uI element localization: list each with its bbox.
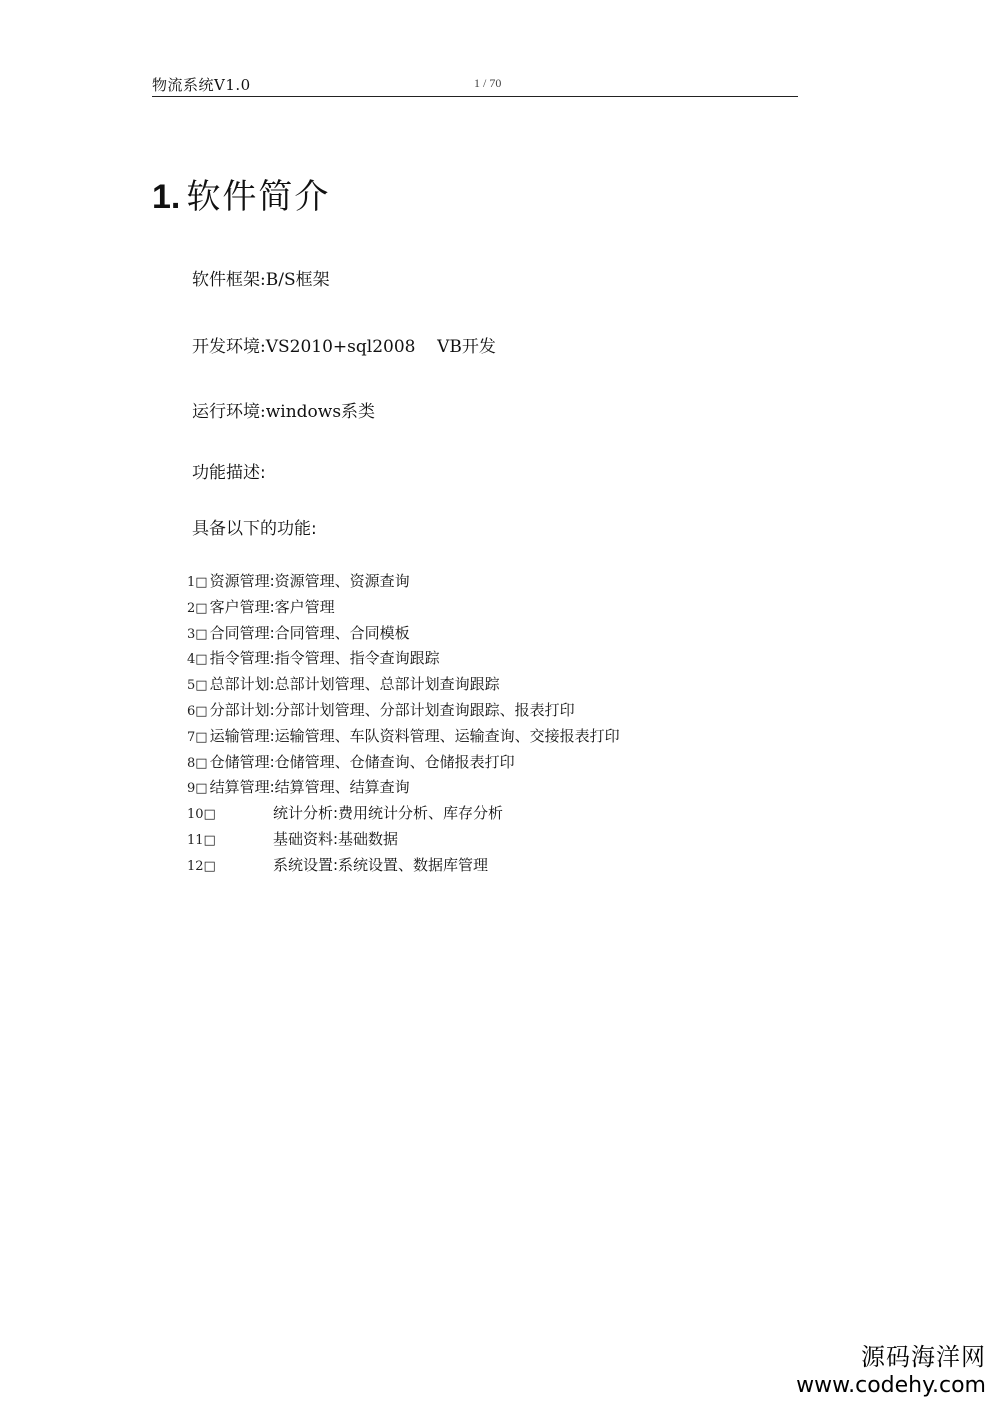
list-item-index: 6□	[187, 703, 208, 719]
function-intro-line: 具备以下的功能:	[192, 519, 317, 539]
list-item-text: 系统设置:系统设置、数据库管理	[273, 855, 489, 874]
watermark	[796, 1342, 986, 1400]
list-item	[187, 698, 620, 724]
dev-environment-value: :VS2010+sql2008 VB开发	[260, 337, 496, 357]
function-description-heading: 功能描述:	[192, 463, 266, 483]
list-item-index: 9□	[187, 781, 208, 797]
list-item	[187, 595, 620, 621]
list-item-text: 运输管理:运输管理、车队资料管理、运输查询、交接报表打印	[209, 726, 620, 745]
list-item-index: 7□	[187, 729, 208, 745]
list-item-text: 分部计划:分部计划管理、分部计划查询跟踪、报表打印	[209, 700, 575, 719]
page-number: 1 / 70	[474, 76, 502, 90]
dev-environment-line	[192, 335, 496, 359]
watermark-url: www.codehy.com	[796, 1373, 986, 1398]
page-header	[152, 72, 798, 97]
document-title: 物流系统V1.0	[152, 76, 251, 94]
list-item-text: 客户管理:客户管理	[209, 597, 335, 616]
list-item	[187, 672, 620, 698]
software-framework-label: 软件框架	[192, 270, 260, 290]
list-item	[187, 621, 620, 647]
list-item	[187, 801, 620, 827]
list-item-text: 资源管理:资源管理、资源查询	[209, 572, 410, 590]
runtime-environment-value: :windows系类	[260, 402, 376, 422]
list-item	[187, 646, 620, 672]
list-item-index: 3□	[187, 626, 208, 642]
list-item-text: 结算管理:结算管理、结算查询	[209, 778, 410, 797]
list-item-text: 仓储管理:仓储管理、仓储查询、仓储报表打印	[209, 752, 515, 771]
list-item-index: 11□	[187, 832, 216, 848]
list-item-index: 10□	[187, 807, 216, 823]
list-item	[187, 827, 620, 853]
section-title: 软件简介	[186, 177, 331, 217]
list-item	[187, 853, 620, 879]
list-item-text: 基础资料:基础数据	[273, 829, 399, 848]
list-item-index: 8□	[187, 755, 208, 771]
list-item-index: 1□	[187, 575, 208, 590]
section-heading	[152, 174, 330, 220]
runtime-environment-line	[192, 400, 375, 424]
list-item-text: 统计分析:费用统计分析、库存分析	[273, 804, 504, 823]
list-item	[187, 724, 620, 750]
list-item	[187, 569, 620, 595]
list-item-index: 12□	[187, 858, 216, 874]
section-number: 1.	[152, 178, 181, 216]
dev-environment-label: 开发环境	[192, 337, 260, 357]
software-framework-value: :B/S框架	[260, 270, 330, 290]
list-item-index: 5□	[187, 678, 208, 694]
list-item-text: 总部计划:总部计划管理、总部计划查询跟踪	[209, 675, 500, 694]
list-item-index: 2□	[187, 600, 208, 616]
feature-list	[187, 569, 620, 879]
list-item-index: 4□	[187, 652, 208, 668]
list-item	[187, 750, 620, 776]
watermark-site-name: 源码海洋网	[861, 1343, 986, 1371]
list-item	[187, 775, 620, 801]
list-item-text: 合同管理:合同管理、合同模板	[209, 623, 410, 642]
software-framework-line	[192, 268, 330, 292]
list-item-text: 指令管理:指令管理、指令查询跟踪	[209, 649, 440, 668]
runtime-environment-label: 运行环境	[192, 402, 260, 422]
